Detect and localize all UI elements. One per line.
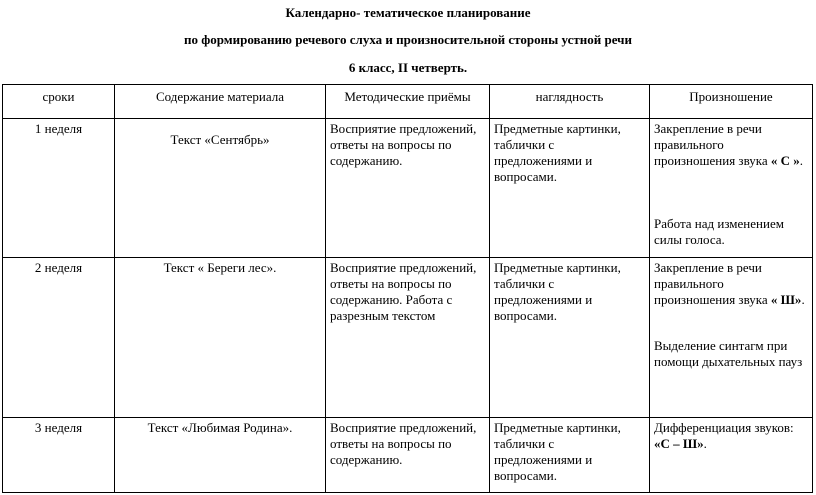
cell-term: 3 неделя	[3, 418, 115, 493]
cell-pronunciation	[650, 119, 813, 258]
pronunciation-sound: «С – Ш»	[654, 436, 704, 451]
table-row	[3, 258, 813, 418]
cell-term: 1 неделя	[3, 119, 115, 258]
cell-visuals: Предметные картинки, таблички с предложениями и вопросами.	[490, 418, 650, 493]
cell-content: Текст « Береги лес».	[115, 258, 326, 418]
pronunciation-sound: « Ш»	[770, 292, 802, 307]
document-class-quarter: 6 класс, II четверть.	[348, 60, 468, 75]
table-row	[3, 119, 813, 258]
cell-content	[115, 119, 326, 258]
cell-pronunciation	[650, 418, 813, 493]
pronunciation-text: Закрепление в речи правильного произношения звука	[654, 260, 771, 307]
document-subtitle: по формированию речевого слуха и произносительной стороны устной речи	[184, 32, 632, 47]
column-header-methods: Методические приёмы	[326, 85, 490, 119]
table-row	[3, 418, 813, 493]
cell-content: Текст «Любимая Родина».	[115, 418, 326, 493]
column-header-visuals: наглядность	[490, 85, 650, 119]
document-title: Календарно- тематическое планирование	[285, 5, 531, 20]
planning-table	[2, 84, 813, 493]
cell-visuals: Предметные картинки, таблички с предложениями и вопросами.	[490, 119, 650, 258]
column-header-content: Содержание материала	[115, 85, 326, 119]
pronunciation-sound: « С »	[770, 153, 800, 168]
cell-visuals: Предметные картинки, таблички с предложениями и вопросами.	[490, 258, 650, 418]
pronunciation-end: .	[703, 436, 707, 451]
table-header-row	[3, 85, 813, 119]
cell-methods: Восприятие предложений, ответы на вопросы по содержанию.	[326, 119, 490, 258]
pronunciation-end: .	[801, 292, 805, 307]
pronunciation-extra: Выделение синтагм при помощи дыхательных пауз	[654, 338, 803, 369]
pronunciation-text: Дифференциация звуков:	[654, 420, 794, 435]
pronunciation-text: Закрепление в речи правильного произношения звука	[654, 121, 771, 168]
column-header-term: сроки	[3, 85, 115, 119]
cell-pronunciation	[650, 258, 813, 418]
cell-term: 2 неделя	[3, 258, 115, 418]
pronunciation-extra: Работа над изменением силы голоса.	[654, 216, 784, 247]
cell-methods: Восприятие предложений, ответы на вопросы по содержанию. Работа с разрезным текстом	[326, 258, 490, 418]
pronunciation-end: .	[799, 153, 804, 168]
cell-methods: Восприятие предложений, ответы на вопросы по содержанию.	[326, 418, 490, 493]
content-text: Текст «Сентябрь»	[170, 132, 270, 147]
column-header-pronunciation: Произношение	[650, 85, 813, 119]
